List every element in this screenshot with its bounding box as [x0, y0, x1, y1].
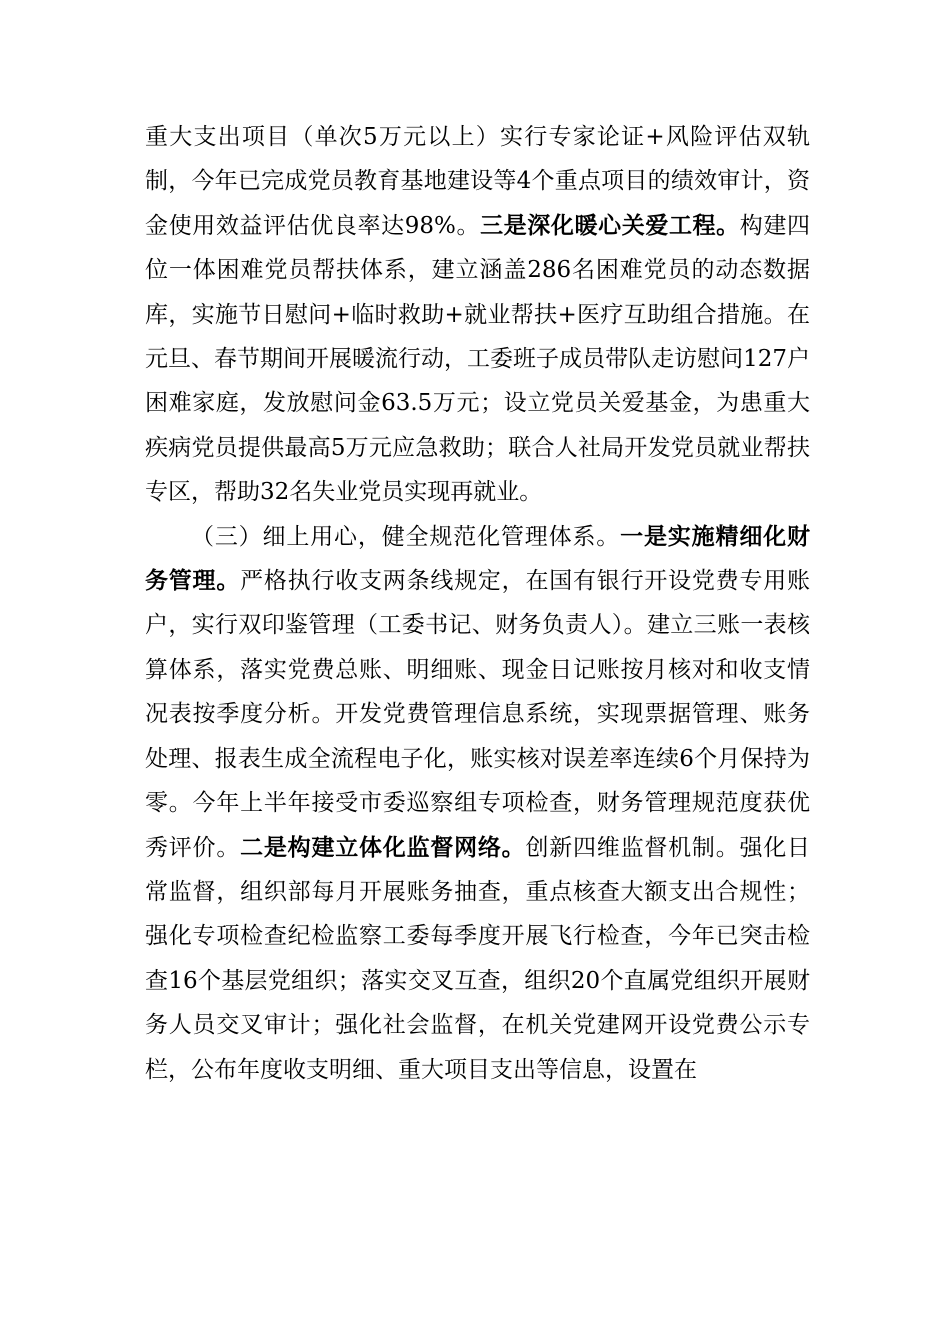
paragraph-2-text-1: 严格执行收支两条线规定，在国有银行开设党费专用账户，实行双印鉴管理（工委书记、财务负责人）。建立三账一表核算体系，落实党费总账、明细账、现金日记账按月核对和收支情况表按季度分析。开发党费管理信息系统，实现票据管理、账务处理、报表生成全流程电子化，账实核对误差率连续6个月保持为零。今年上半年接受市委巡察组专项检查，财务管理规范度获优秀评价。: [145, 568, 811, 861]
paragraph-2-heading-2: 二是构建立体化监督网络。: [240, 833, 526, 861]
paragraph-1-text-1: 重大支出项目（单次5万元以上）实行专家论证+风险评估双轨制，今年已完成党员教育基地建设等4个重点项目的绩效审计，资金使用效益评估优良率达98%。: [145, 124, 810, 239]
document-body: [145, 115, 810, 1092]
paragraph-1-text-2: 构建四位一体困难党员帮扶体系，建立涵盖286名困难党员的动态数据库，实施节日慰问+临时救助+就业帮扶+医疗互助组合措施。在元旦、春节期间开展暖流行动，工委班子成员带队走访慰问127户困难家庭，发放慰问金63.5万元；设立党员关爱基金，为患重大疾病党员提供最高5万元应急救助；联合人社局开发党员就业帮扶专区，帮助32名失业党员实现再就业。: [145, 212, 811, 506]
paragraph-2-heading-1: 一是实施精细化财务管理。: [145, 522, 811, 595]
paragraph-1-heading-3: 三是深化暖心关爱工程。: [480, 211, 740, 239]
paragraph-1: [145, 115, 810, 515]
paragraph-2: [145, 515, 810, 1092]
section-3-title: （三）细上用心，健全规范化管理体系。: [191, 523, 621, 550]
paragraph-2-text-2: 创新四维监督机制。强化日常监督，组织部每月开展账务抽查，重点核查大额支出合规性；强化专项检查纪检监察工委每季度开展飞行检查，今年已突击检查16个基层党组织；落实交叉互查，组织20个直属党组织开展财务人员交叉审计；强化社会监督，在机关党建网开设党费公示专栏，公布年度收支明细、重大项目支出等信息，设置在: [145, 834, 811, 1083]
